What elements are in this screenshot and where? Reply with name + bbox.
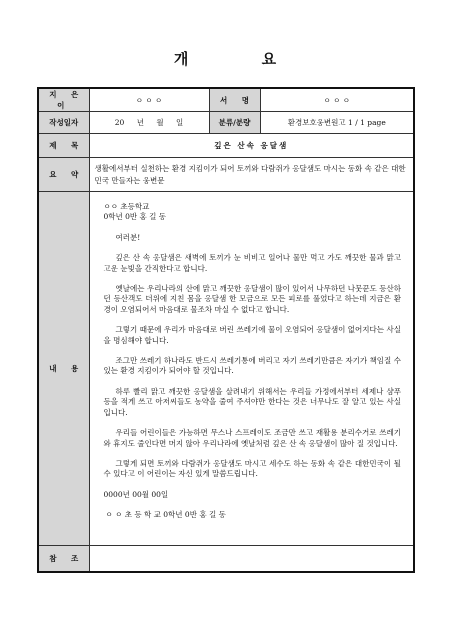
content-school: ㅇㅇ 초등학교 (103, 202, 150, 211)
page-title: 개 요 (173, 50, 311, 68)
reference-value[interactable] (89, 546, 414, 572)
content-greeting: 여러분! (115, 232, 141, 242)
content-student: 0학년 0반 홍 길 동 (103, 212, 167, 222)
content-date: 0000년 00월 00일 (103, 489, 169, 499)
content-paragraph: 조그만 쓰레기 하나라도 반드시 쓰레기통에 버리고 자기 쓰레기만큼은 자기가 책임질 수 있는 환경 지킴이가 되어야 할 것입니다. (103, 356, 401, 376)
content-paragraph: 그렇기 때문에 우리가 마음대로 버린 쓰레기에 물이 오염되어 옹달샘이 없어지다는 사실을 명심해야 합니다. (103, 325, 401, 345)
signature-label: 서 명 (209, 88, 260, 112)
content-signoff: ㅇ ㅇ 초 등 학 교 0학년 0반 홍 길 동 (105, 510, 226, 520)
content-body[interactable] (89, 192, 414, 546)
subject-value[interactable]: 깊은 산속 옹달샘 (89, 134, 414, 158)
signature-value[interactable]: ㅇ ㅇ ㅇ (260, 88, 414, 112)
author-label: 지 은 이 (38, 88, 89, 112)
document-form (37, 87, 415, 573)
date-label: 작성일자 (38, 112, 89, 134)
date-value[interactable]: 20 년 월 일 (89, 112, 209, 134)
content-paragraph: 옛날에는 우리나라의 산에 맑고 깨끗한 옹달샘이 많이 있어서 나무하던 나뭇꾼도 등산하던 등산객도 더위에 지친 몸을 옹달샘 한 모금으로 모든 피로를 풀었다고 하는데 지금은 환경이 오염되어서 마음대로 물조차 마실 수 없다고 합니다. (103, 284, 401, 314)
summary-value[interactable]: 생활에서부터 실천하는 환경 지킴이가 되어 토끼와 다람쥐가 옹달샘도 마시는 동화 속 같은 대한민국 만들자는 웅변문 (89, 158, 414, 192)
content-label: 내 용 (38, 192, 89, 546)
content-paragraph: 그렇게 되면 토끼와 다람쥐가 옹달샘도 마시고 세수도 하는 동화 속 같은 대한민국이 될 수 있다고 이 어린이는 자신 있게 말씀드립니다. (103, 458, 401, 479)
content-paragraph: 하루 빨리 맑고 깨끗한 옹달샘을 살려내기 위해서는 우리들 가정에서부터 세제나 샴푸 등을 적게 쓰고 아저씨들도 농약을 줄여 주셔야만 한다는 것은 너무나도 잘 알고 있는 사실입니다. (103, 386, 401, 417)
category-label: 분류/분량 (209, 112, 260, 134)
subject-label: 제 목 (38, 134, 89, 158)
category-value[interactable]: 환경보호웅변원고 1 / 1 page (260, 112, 414, 134)
summary-label: 요 약 (38, 158, 89, 192)
content-paragraph: 깊은 산 속 옹달샘은 새벽에 토끼가 눈 비비고 일어나 물만 먹고 가도 깨끗한 물과 맑고 고운 눈빛을 간직한다고 합니다. (103, 253, 401, 273)
author-value[interactable]: ㅇ ㅇ ㅇ (89, 88, 209, 112)
reference-label: 참 조 (38, 546, 89, 572)
content-paragraph: 우리들 어린이들은 가능하면 무스나 스프레이도 조금만 쓰고 재활용 분리수거로 쓰레기와 휴지도 줄인다면 머지 않아 우리나라에 옛날처럼 깊은 산 속 옹달샘이 많아 질 것입니다. (103, 428, 401, 448)
